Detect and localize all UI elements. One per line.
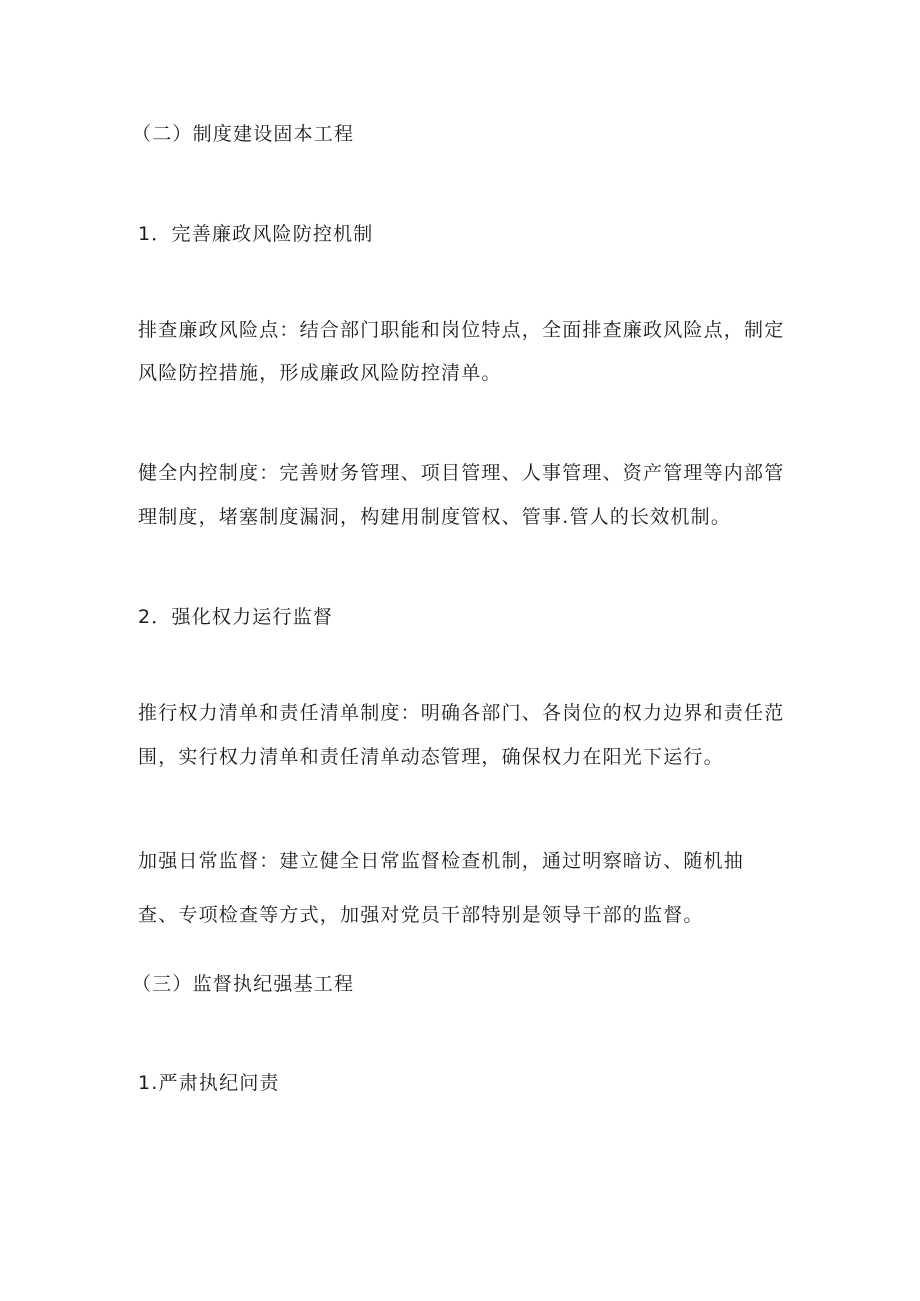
para-3-line-2: 围，实行权力清单和责任清单动态管理，确保权力在阳光下运行。 bbox=[138, 746, 724, 768]
item-2-heading: 2．强化权力运行监督 bbox=[138, 606, 334, 628]
para-4-line-1: 加强日常监督：建立健全日常监督检查机制，通过明察暗访、随机抽 bbox=[138, 850, 745, 872]
para-1-line-1: 排查廉政风险点：结合部门职能和岗位特点，全面排查廉政风险点，制定 bbox=[138, 319, 785, 341]
item-3-heading: 1.严肃执纪问责 bbox=[138, 1072, 280, 1094]
para-1-line-2: 风险防控措施，形成廉政风险防控清单。 bbox=[138, 362, 502, 384]
section-3-heading: （三）监督执纪强基工程 bbox=[132, 973, 355, 995]
para-2-line-2: 理制度，堵塞制度漏洞，构建用制度管权、管事.管人的长效机制。 bbox=[138, 506, 732, 528]
para-2-line-1: 健全内控制度：完善财务管理、项目管理、人事管理、资产管理等内部管 bbox=[138, 462, 785, 484]
para-4-line-2: 查、专项检查等方式，加强对党员干部特别是领导干部的监督。 bbox=[138, 904, 704, 926]
section-2-heading: （二）制度建设固本工程 bbox=[132, 123, 355, 145]
para-3-line-1: 推行权力清单和责任清单制度：明确各部门、各岗位的权力边界和责任范 bbox=[138, 702, 785, 724]
item-1-heading: 1．完善廉政风险防控机制 bbox=[138, 223, 374, 245]
